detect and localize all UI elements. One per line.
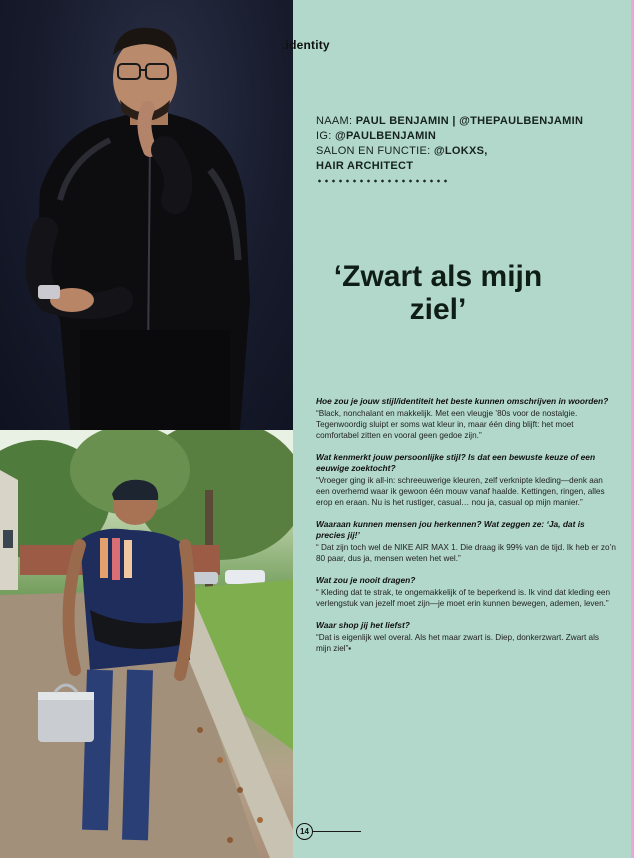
- question: Wat zou je nooit dragen?: [316, 575, 416, 585]
- street-illustration: [0, 430, 293, 858]
- answer: “Black, nonchalant en makkelijk. Met een vleugje ’80s voor de nostalgie. Tegenwoordig sluipt er soms wat kleur in, maar één ding blijft: het moet comfortabel zitten en vooral geen gedoe zijn.”: [316, 409, 578, 440]
- question: Waaraan kunnen mensen jou herkennen? Wat zeggen ze: ‘Ja, dat is precies jij!’: [316, 519, 585, 540]
- salon-label: SALON EN FUNCTIE:: [316, 145, 434, 157]
- headline: ‘Zwart als mijn ziel’: [333, 260, 543, 326]
- answer: “ Dat zijn toch wel de NIKE AIR MAX 1. Die draag ik 99% van de tijd. Ik heb er zo’n 80 paar, dus ja, mensen weten het wel.”: [316, 543, 616, 563]
- ig-value: @PAULBENJAMIN: [334, 130, 437, 142]
- salon-role-line: [316, 159, 616, 174]
- profile-info: [316, 114, 616, 174]
- name-line: [316, 114, 616, 129]
- ig-label: IG:: [316, 130, 335, 142]
- name-value: PAUL BENJAMIN | @THEPAULBENJAMIN: [355, 115, 584, 127]
- answer: “ Kleding dat te strak, te ongemakkelijk of te beperkend is. Ik vind dat kleding een verlengstuk van jezelf moet zijn—je moet erin kunnen bewegen, ademen, leven.”: [316, 588, 611, 608]
- street-photo: [0, 430, 293, 858]
- name-label: NAAM:: [316, 115, 356, 127]
- salon-role: HAIR ARCHITECT: [316, 160, 414, 172]
- answer: “Vroeger ging ik all-in: schreeuwerige kleuren, zelf verknipte kleding—denk aan een overhemd waar ik gewoon één mouw vanaf haalde. Kettingen, ringen, alles erop en eraan. Nu is het rustiger, casual… nou ja, casual op mijn manier.”: [316, 476, 605, 507]
- page-number: 14: [296, 823, 313, 840]
- dotted-divider: [316, 179, 448, 183]
- ig-line: [316, 129, 616, 144]
- salon-line: [316, 144, 616, 159]
- question: Hoe zou je jouw stijl/identiteit het beste kunnen omschrijven in woorden?: [316, 396, 609, 406]
- salon-value: @LOKXS,: [433, 145, 488, 157]
- page-number-rule: [313, 831, 361, 832]
- portrait-photo: [0, 0, 293, 430]
- interview-qa: [316, 396, 616, 665]
- question: Wat kenmerkt jouw persoonlijke stijl? Is dat een bewuste keuze of een eeuwige zoektocht?: [316, 452, 596, 473]
- portrait-illustration: [0, 0, 293, 430]
- question: Waar shop jij het liefst?: [316, 620, 410, 630]
- answer: “Dat is eigenlijk wel overal. Als het maar zwart is. Diep, donkerzwart. Zwart als mijn ziel”▪: [316, 633, 600, 653]
- section-label: .identity: [282, 38, 330, 52]
